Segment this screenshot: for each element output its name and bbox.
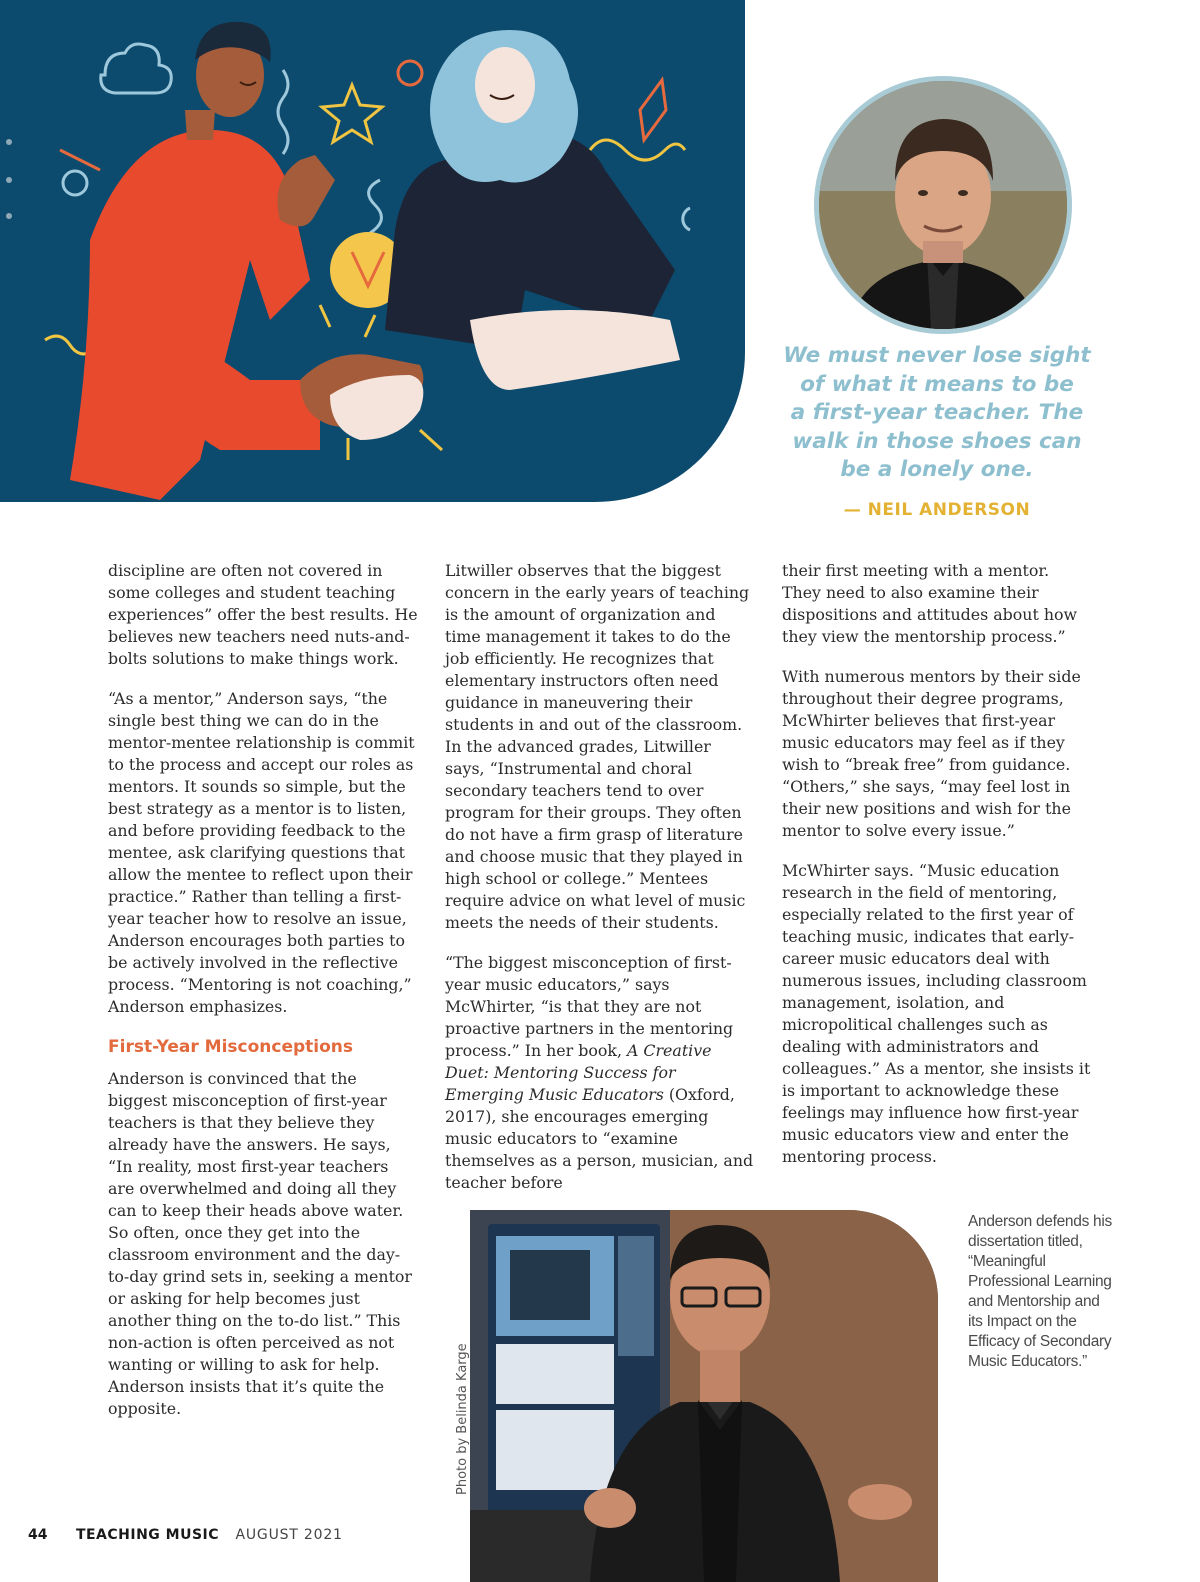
paragraph: With numerous mentors by their side throughout their degree programs, McWhirter believes that first-year music educators may feel as if they wish to “break free” from guidance. “Others,” she says, “may feel lost in their new positions and wish for the mentor to solve every issue.”	[782, 667, 1081, 840]
section-subhead: First-Year Misconceptions	[108, 1037, 354, 1057]
paragraph: their first meeting with a mentor. They need to also examine their dispositions and attitudes about how they view the mentorship process.”	[782, 561, 1078, 646]
pull-quote-line: walk in those shoes can	[792, 428, 1082, 454]
portrait-photo-neil-anderson	[814, 76, 1072, 334]
pull-quote-attribution: — NEIL ANDERSON	[843, 500, 1031, 520]
page-footer	[28, 1527, 343, 1543]
pull-quote-line: of what it means to be	[800, 371, 1074, 397]
hero-illustration	[0, 0, 745, 502]
book-title: A Creative Duet: Mentoring Success for Emerging Music Educators	[445, 1041, 712, 1104]
issue-date: AUGUST 2021	[235, 1527, 343, 1543]
pull-quote	[772, 342, 1102, 485]
photo-credit: Photo by Belinda Karge	[455, 1343, 470, 1495]
paragraph	[445, 952, 755, 1194]
paragraph-text: (Oxford, 2017), she encourages emerging music educators to “examine themselves as a person, musician, and teacher before	[445, 1085, 754, 1192]
photo-caption: Anderson defends his dissertation titled, “Meaningful Professional Learning and Mentorship and its Impact on the Efficacy of Secondary Music Educators.”	[968, 1213, 1112, 1370]
paragraph: “As a mentor,” Anderson says, “the single best thing we can do in the mentor-mentee relationship is commit to the process and accept our roles as mentors. It sounds so simple, but the best strategy as a mentor is to listen, and before providing feedback to the mentee, ask clarifying questions that allow the mentee to reflect upon their practice.” Rather than telling a first-year teacher how to resolve an issue, Anderson encourages both parties to be actively involved in the reflective process. “Mentoring is not coaching,” Anderson emphasizes.	[108, 689, 415, 1016]
article-column-2	[445, 560, 755, 1212]
pull-quote-line: a first-year teacher. The	[790, 400, 1084, 425]
paragraph: McWhirter says. “Music education research in the field of mentoring, especially related to the first year of teaching music, indicates that early-career music educators deal with numerous issues, including classroom management, isolation, and micropolitical challenges such as dealing with administrators and colleagues.” As a mentor, she insists it is important to acknowledge these feelings may influence how first-year music educators view and enter the mentoring process.	[782, 861, 1091, 1166]
paragraph: Anderson is convinced that the biggest misconception of first-year teachers is that they believe they already have the answers. He says, “In reality, most first-year teachers are overwhelmed and doing all they can to keep their heads above water. So often, once they get into the classroom environment and the day-to-day grind sets in, seeking a mentor or asking for help becomes just another thing on the to-do list.” This non-action is often perceived as not wanting or willing to ask for help. Anderson insists that it’s quite the opposite.	[108, 1069, 412, 1418]
pull-quote-line: We must never lose sight	[783, 343, 1091, 368]
paragraph: discipline are often not covered in some colleges and student teaching experiences” offer the best results. He believes new teachers need nuts-and-bolts solutions to make things work.	[108, 561, 418, 668]
article-column-1	[108, 560, 418, 1438]
article-column-3	[782, 560, 1092, 1186]
dissertation-defense-photo	[470, 1210, 938, 1582]
magazine-title: TEACHING MUSIC	[75, 1527, 220, 1543]
pull-quote-line: be a lonely one.	[840, 457, 1034, 482]
paragraph: Litwiller observes that the biggest concern in the early years of teaching is the amount of organization and time management it takes to do the job efficiently. He recognizes that elementary instructors often need guidance in maneuvering their students in and out of the classroom. In the advanced grades, Litwiller says, “Instrumental and choral secondary teachers tend to over program for their groups. They often do not have a firm grasp of literature and choose music that they played in high school or college.” Mentees require advice on what level of music meets the needs of their students.	[445, 561, 750, 932]
page-number: 44	[28, 1527, 48, 1543]
paragraph-text: “The biggest misconception of first-year music educators,” says McWhirter, “is that they are not proactive partners in the mentoring process.” In her book,	[445, 953, 734, 1060]
handshake-illustration	[0, 0, 745, 502]
